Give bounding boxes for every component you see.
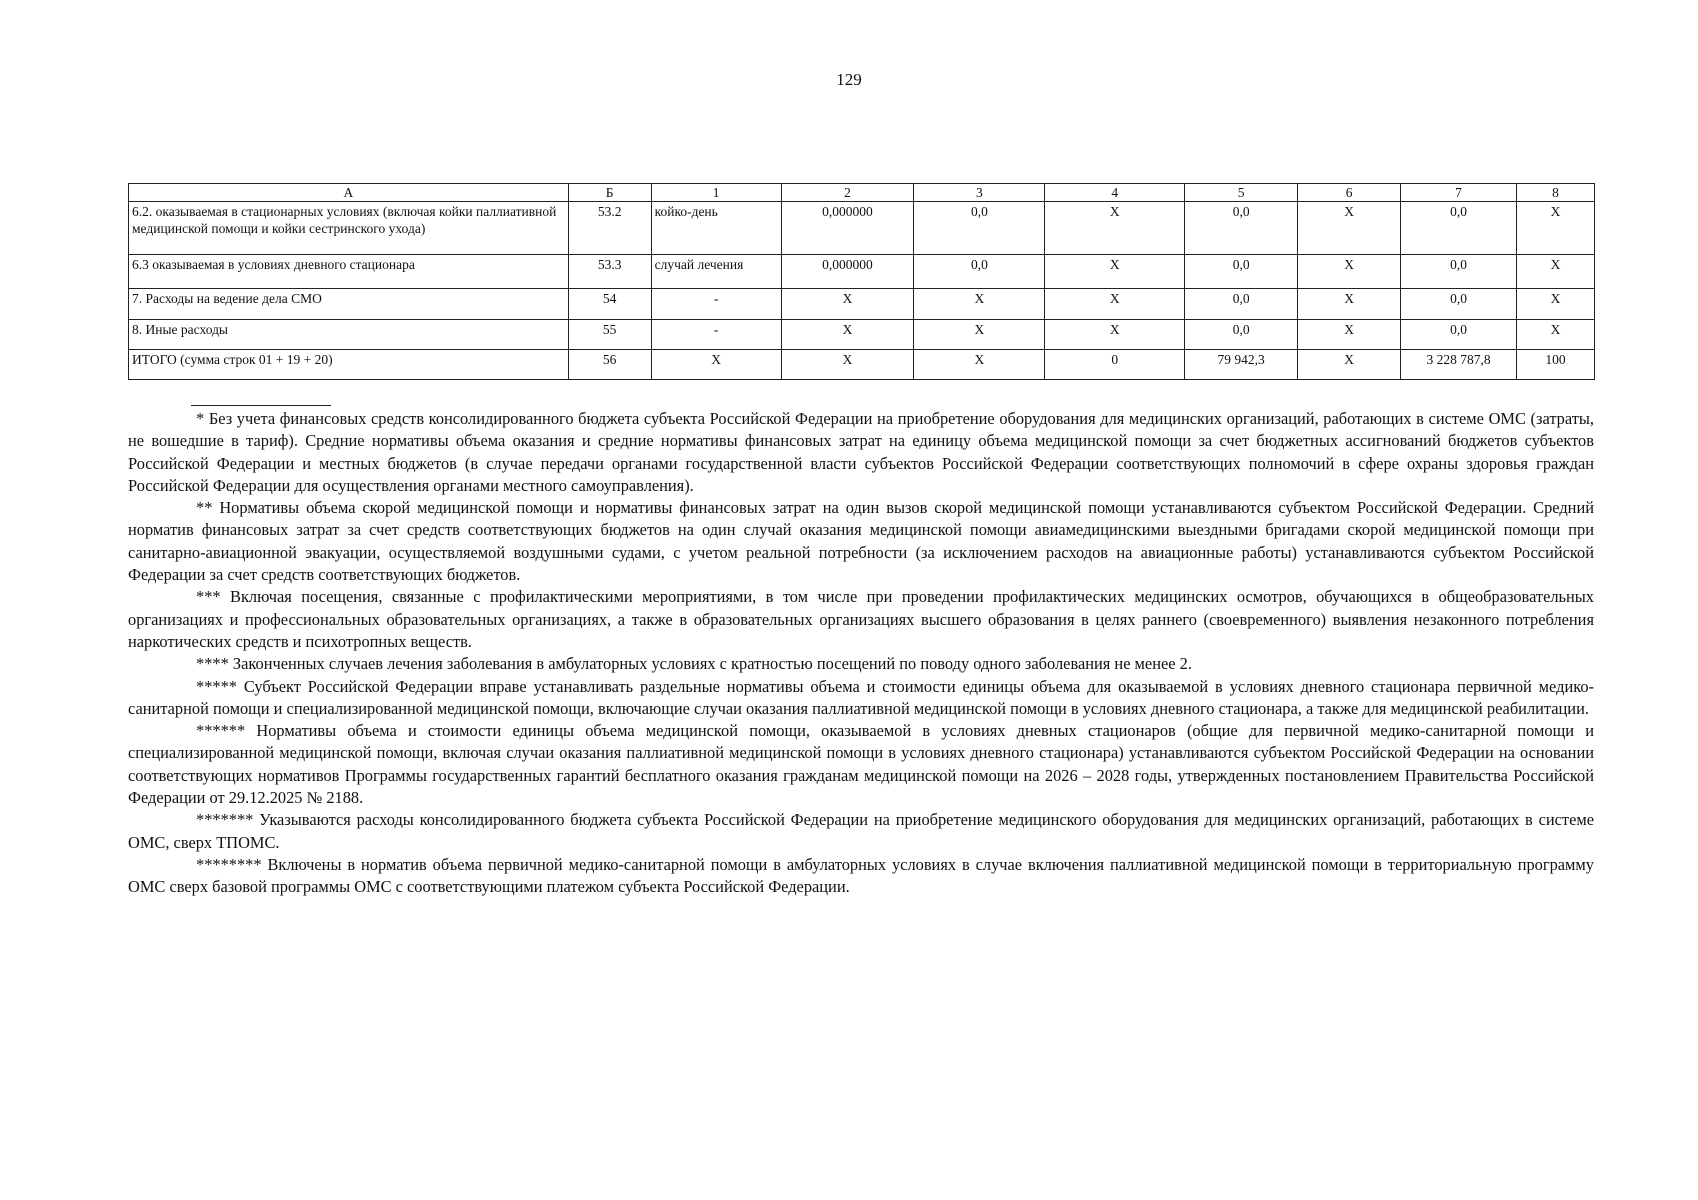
column-header: 5 — [1185, 184, 1298, 202]
table-cell: 0,0 — [1185, 320, 1298, 350]
table-cell: X — [1516, 289, 1594, 320]
table-cell: 0,0 — [1185, 255, 1298, 289]
table-cell: X — [1045, 255, 1185, 289]
table-cell: 0 — [1045, 350, 1185, 380]
table-cell: 0,0 — [914, 255, 1045, 289]
footnote-separator — [191, 405, 331, 406]
table-row — [129, 289, 1595, 320]
table-cell: - — [651, 320, 781, 350]
table-cell: 0,0 — [914, 202, 1045, 255]
table-row — [129, 320, 1595, 350]
table-cell: X — [1516, 320, 1594, 350]
table-cell: X — [1045, 289, 1185, 320]
table-row — [129, 255, 1595, 289]
table-cell: ИТОГО (сумма строк 01 + 19 + 20) — [129, 350, 569, 380]
table-cell: X — [1298, 320, 1401, 350]
table-cell: 3 228 787,8 — [1401, 350, 1517, 380]
footnote: ** Нормативы объема скорой медицинской помощи и нормативы финансовых затрат на один вызов скорой медицинской помощи устанавливаются субъектом Российской Федерации. Средний норматив финансовых затрат за счет средств соответствующих бюджетов на один случай оказания медицинской помощи авиамедицинскими выездными бригадами скорой медицинской помощи при санитарно-авиационной эвакуации, осуществляемой воздушными судами, с учетом реальной потребности (за исключением расходов на авиационные работы) устанавливаются субъектом Российской Федерации за счет средств соответствующих бюджетов. — [128, 498, 1594, 585]
table-cell: X — [781, 350, 914, 380]
table-cell: 6.2. оказываемая в стационарных условиях (включая койки паллиативной медицинской помощи и койки сестринского ухода) — [129, 202, 569, 255]
table-cell: X — [1516, 202, 1594, 255]
table-cell: X — [1298, 255, 1401, 289]
column-header: 6 — [1298, 184, 1401, 202]
footnote: **** Законченных случаев лечения заболевания в амбулаторных условиях с кратностью посещений по поводу одного заболевания не менее 2. — [196, 654, 1192, 674]
column-header: А — [129, 184, 569, 202]
table-row-total — [129, 350, 1595, 380]
table-cell: 8. Иные расходы — [129, 320, 569, 350]
table-cell: X — [781, 320, 914, 350]
table-cell: X — [1298, 350, 1401, 380]
table-cell: 0,0 — [1401, 255, 1517, 289]
table-cell: 53.3 — [568, 255, 651, 289]
column-header: 4 — [1045, 184, 1185, 202]
table-cell: 0,0 — [1401, 320, 1517, 350]
table-header-row — [129, 184, 1595, 202]
column-header: 8 — [1516, 184, 1594, 202]
table-cell: X — [651, 350, 781, 380]
table-cell: 6.3 оказываемая в условиях дневного стационара — [129, 255, 569, 289]
column-header: 1 — [651, 184, 781, 202]
table-cell: X — [914, 350, 1045, 380]
footnote: * Без учета финансовых средств консолидированного бюджета субъекта Российской Федерации на приобретение оборудования для медицинских организаций, работающих в системе ОМС (затраты, не вошедшие в тариф). Средние нормативы объема оказания и средние нормативы финансовых затрат на единицу объема медицинской помощи за счет бюджетных ассигнований бюджетов субъектов Российской Федерации и местных бюджетов (в случае передачи органами государственной власти субъектов Российской Федерации соответствующих полномочий в сфере охраны здоровья граждан Российской Федерации для осуществления органами местного самоуправления). — [128, 409, 1594, 495]
footnote: ******* Указываются расходы консолидированного бюджета субъекта Российской Федерации на приобретение медицинского оборудования для медицинских организаций, работающих в системе ОМС, сверх ТПОМС. — [128, 810, 1594, 852]
column-header: 2 — [781, 184, 914, 202]
table-cell: X — [1045, 202, 1185, 255]
table-cell: 79 942,3 — [1185, 350, 1298, 380]
table-cell: случай лечения — [651, 255, 781, 289]
footnote: *** Включая посещения, связанные с профилактическими мероприятиями, в том числе при проведении профилактических медицинских осмотров, обучающихся в общеобразовательных организациях и профессиональных образовательных организациях, а также в образовательных организациях высшего образования в целях раннего (своевременного) выявления незаконного потребления наркотических средств и психотропных веществ. — [128, 587, 1594, 651]
table-cell: 0,000000 — [781, 255, 914, 289]
footnote: ***** Субъект Российской Федерации вправе устанавливать раздельные нормативы объема и стоимости единицы объема для оказываемой в условиях дневного стационара первичной медико-санитарной помощи и специализированной медицинской помощи, включающие случаи оказания паллиативной медицинской помощи в условиях дневного стационара, а также для медицинской реабилитации. — [128, 676, 1594, 718]
table-cell: 0,0 — [1185, 289, 1298, 320]
table-cell: X — [1045, 320, 1185, 350]
table-cell: 0,0 — [1185, 202, 1298, 255]
table-cell: 54 — [568, 289, 651, 320]
table-row — [129, 202, 1595, 255]
table-cell: X — [781, 289, 914, 320]
table-cell: X — [1298, 202, 1401, 255]
page-number: 129 — [836, 70, 862, 89]
table-cell: 53.2 — [568, 202, 651, 255]
data-table — [128, 183, 1595, 380]
table-cell: - — [651, 289, 781, 320]
table-cell: 0,0 — [1401, 202, 1517, 255]
table-cell: 7. Расходы на ведение дела СМО — [129, 289, 569, 320]
column-header: 3 — [914, 184, 1045, 202]
table-cell: X — [1298, 289, 1401, 320]
footnotes — [128, 408, 1594, 899]
table-cell: X — [1516, 255, 1594, 289]
footnote: ****** Нормативы объема и стоимости единицы объема медицинской помощи, оказываемой в условиях дневных стационаров (общие для первичной медико-санитарной помощи и специализированной медицинской помощи, включая случаи оказания паллиативной медицинской помощи в условиях дневного стационара) устанавливаются субъектом Российской Федерации на основании соответствующих нормативов Программы государственных гарантий бесплатного оказания гражданам медицинской помощи на 2026 – 2028 годы, утвержденных постановлением Правительства Российской Федерации от 29.12.2025 № 2188. — [128, 721, 1594, 808]
table-cell: 55 — [568, 320, 651, 350]
column-header: Б — [568, 184, 651, 202]
table-cell: X — [914, 320, 1045, 350]
footnote: ******** Включены в норматив объема первичной медико-санитарной помощи в амбулаторных условиях в случае включения паллиативной медицинской помощи в территориальную программу ОМС сверх базовой программы ОМС с соответствующими платежом субъекта Российской Федерации. — [128, 854, 1594, 897]
table-cell: 0,000000 — [781, 202, 914, 255]
column-header: 7 — [1401, 184, 1517, 202]
table-cell: X — [914, 289, 1045, 320]
table-cell: 56 — [568, 350, 651, 380]
table-cell: 0,0 — [1401, 289, 1517, 320]
table-cell: койко-день — [651, 202, 781, 255]
table-cell: 100 — [1516, 350, 1594, 380]
